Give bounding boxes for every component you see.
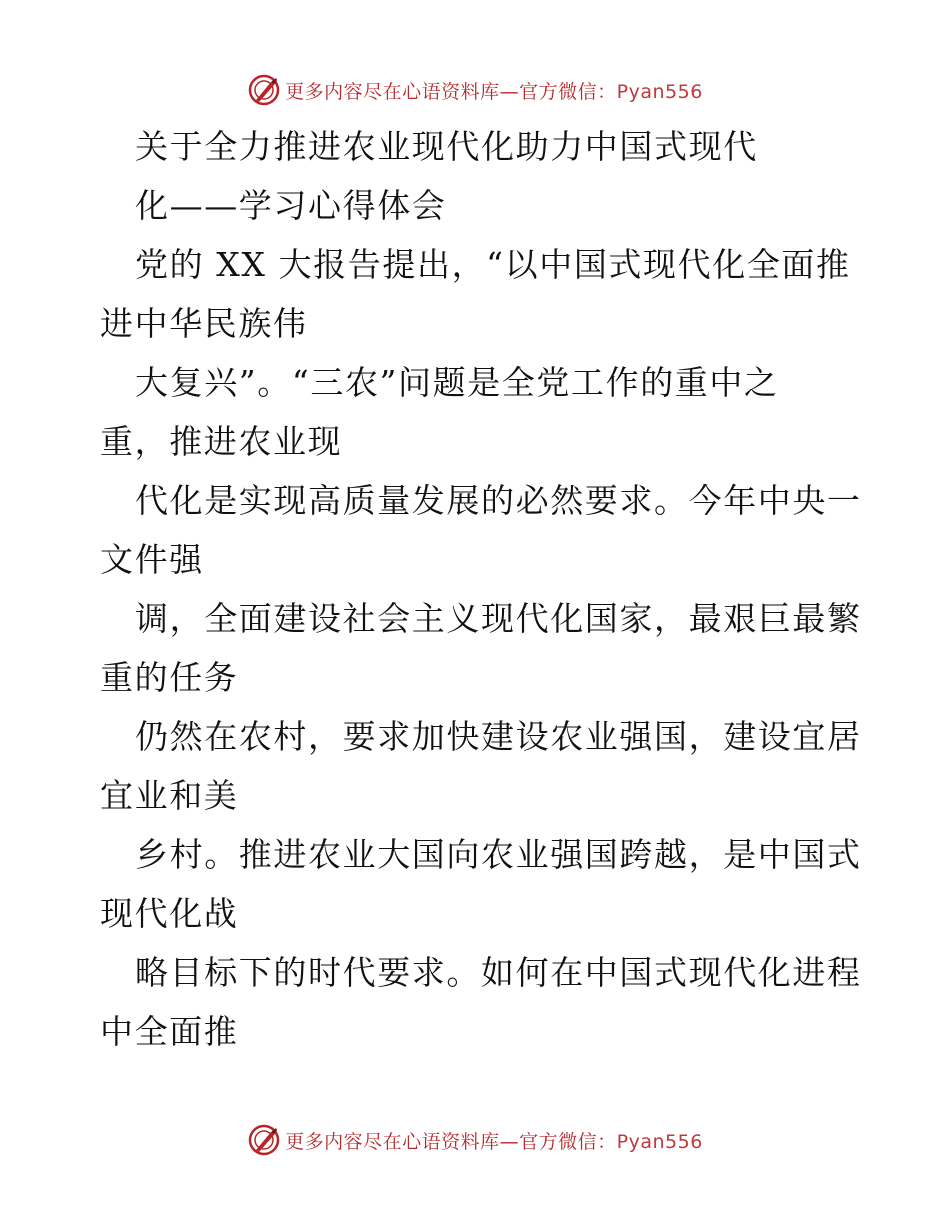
paragraph-line: 代化是实现高质量发展的必然要求。今年中央一 xyxy=(135,481,862,520)
paragraph-line: 调，全面建设社会主义现代化国家，最艰巨最繁 xyxy=(135,599,862,638)
title-line-2: 化——学习心得体会 xyxy=(135,186,447,225)
title-line-1: 关于全力推进农业现代化助力中国式现代 xyxy=(135,127,758,166)
paragraph-line: 乡村。推进农业大国向农业强国跨越，是中国式 xyxy=(135,835,862,874)
paragraph-line: 仍然在农村，要求加快建设农业强国，建设宜居 xyxy=(135,717,862,756)
paragraph-line: 略目标下的时代要求。如何在中国式现代化进程 xyxy=(135,953,862,992)
seal-pen-icon xyxy=(247,1123,281,1157)
footer-watermark xyxy=(0,1120,950,1160)
watermark-wechat-id: Pyan556 xyxy=(616,80,703,103)
watermark-label: 更多内容尽在心语资料库—官方微信： xyxy=(285,1130,617,1153)
header-watermark xyxy=(0,70,950,110)
paragraph-line: 中全面推 xyxy=(100,1012,239,1051)
paragraph-line: 重的任务 xyxy=(100,658,239,697)
watermark-text xyxy=(285,77,703,104)
paragraph-line: 文件强 xyxy=(100,540,204,579)
paragraph-line: 党的 XX 大报告提出，“以中国式现代化全面推 xyxy=(135,245,851,284)
paragraph-line: 重，推进农业现 xyxy=(100,422,343,461)
seal-pen-icon xyxy=(247,73,281,107)
watermark-text xyxy=(285,1127,703,1154)
paragraph-line: 现代化战 xyxy=(100,894,239,933)
paragraph-line: 大复兴”。“三农”问题是全党工作的重中之 xyxy=(135,363,779,402)
paragraph-line: 宜业和美 xyxy=(100,776,239,815)
watermark-wechat-id: Pyan556 xyxy=(616,1130,703,1153)
watermark-label: 更多内容尽在心语资料库—官方微信： xyxy=(285,80,617,103)
paragraph-line: 进中华民族伟 xyxy=(100,304,308,343)
